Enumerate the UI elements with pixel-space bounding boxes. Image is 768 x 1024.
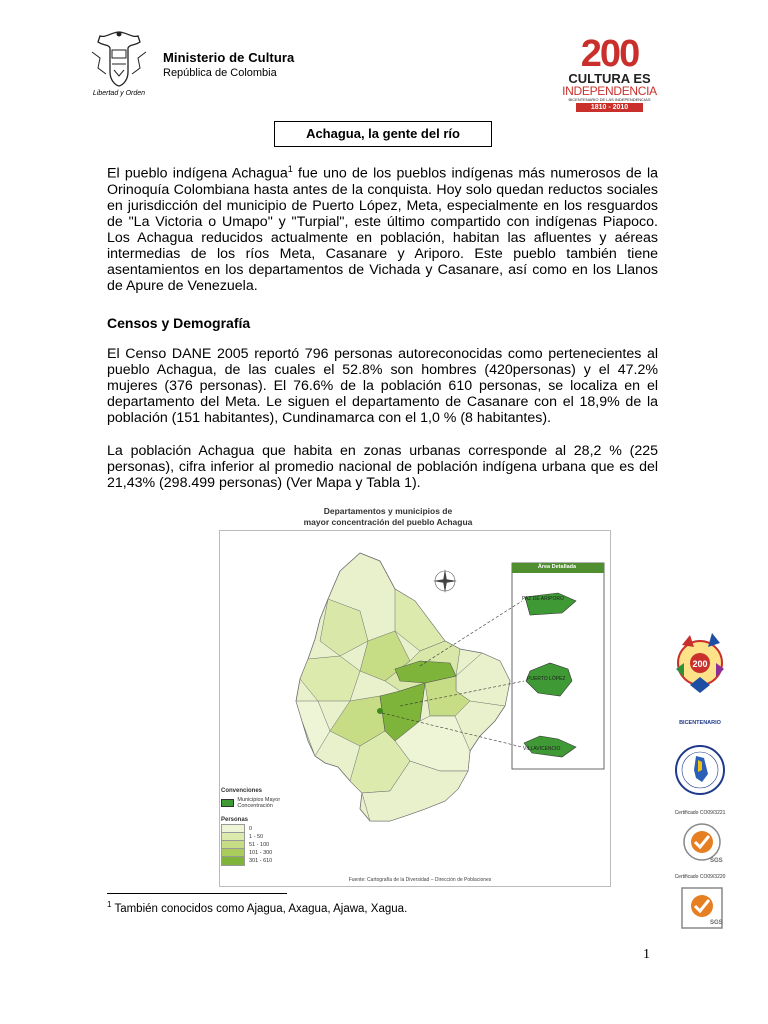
bicentennial-line3: BICENTENARIO DE LAS INDEPENDENCIAS (568, 97, 651, 102)
bicentennial-number: 200 (580, 33, 639, 75)
footnote (107, 900, 407, 915)
map-title (268, 506, 508, 528)
intro-text-part2: fue uno de los pueblos indígenas más numerosos de la Orinoquía Colombiana hasta antes de la conquista. Hoy solo quedan reductos sociales en jurisdicción del municipio de Puerto López, Meta, especialmente en los resguardos de "La Victoria o Umapo" y "Turpial", este último compartido con indígenas Piapoco. Los Achagua reducidos actualmente en población, habitan las afluentes y aéreas intermedias de los ríos Meta, Casanare y Ariporo. Este pueblo también tiene asentamientos en los departamentos de Vichada y Casanare, así como en los Llanos de Apure de Venezuela. (107, 165, 658, 294)
detail-area-header: Área Detallada (537, 564, 577, 570)
persons-ramp (221, 825, 313, 865)
certificate-2: Certificado CO09/3220 (674, 874, 726, 880)
intro-paragraph (107, 161, 658, 294)
sgs-label-1: SGS (710, 858, 723, 864)
bicentenario-label: BICENTENARIO (679, 720, 721, 726)
section-heading: Censos y Demografía (107, 315, 251, 331)
map-title-line2: mayor concentración del pueblo Achagua (303, 517, 473, 527)
sgs-seal-2-icon (680, 886, 724, 934)
ministry-name: Ministerio de Cultura (163, 50, 295, 65)
persons-ramp-label: 301 - 610 (249, 858, 273, 864)
legend-item-label: Municipios Mayor Concentración (237, 797, 281, 809)
detail-label-puerto-lopez: PUERTO LÓPEZ (527, 676, 566, 682)
footnote-text: También conocidos como Ajagua, Axagua, Ajawa, Xagua. (114, 902, 408, 915)
map-legend (221, 788, 313, 865)
footnote-separator (107, 893, 287, 894)
detail-label-paz-de-ariporo: PAZ DE ARIPORO (522, 596, 564, 602)
map-source: Fuente: Cartografía de la Diversidad – Dirección de Poblaciones (348, 877, 492, 883)
legend-swatch (221, 799, 234, 807)
map-title-line1: Departamentos y municipios de (323, 506, 453, 516)
persons-ramp-label: 51 - 100 (249, 842, 270, 848)
persons-title: Personas (221, 817, 249, 823)
persons-ramp-label: 1 - 50 (249, 834, 264, 840)
persons-ramp-swatch (221, 856, 245, 866)
bicentennial-line2: INDEPENDENCIA (562, 84, 657, 98)
ministry-subtitle: República de Colombia (163, 67, 277, 79)
urban-paragraph: La población Achagua que habita en zonas urbanas corresponde al 28,2 % (225 personas), cifra inferior al promedio nacional de población indígena urbana que es del 21,43% (298.499 personas) (Ver Mapa y Tabla 1). (107, 443, 658, 491)
persons-ramp-label: 101 - 300 (249, 850, 273, 856)
bicentennial-logo (562, 33, 657, 122)
colombia-coat-of-arms (88, 28, 150, 90)
page-number: 1 (643, 947, 650, 962)
page-title: Achagua, la gente del río (274, 121, 492, 147)
sgs-label-2: SGS (710, 920, 723, 926)
quality-seal-icon (674, 744, 726, 796)
census-paragraph: El Censo DANE 2005 reportó 796 personas autoreconocidas como pertenecientes al pueblo Achagua, de las cuales el 52.8% son hombres (420personas) y el 47.2% mujeres (376 personas). El 76.6% de la población 610 personas, se localiza en el departamento del Meta. Le siguen el departamento de Casanare con el 18,9% de la población (151 habitantes), Cundinamarca con el 1,0 % (8 habitantes). (107, 346, 658, 426)
legend-title: Convenciones (221, 788, 263, 794)
compass-rose-icon (433, 569, 457, 593)
footnote-number: 1 (107, 900, 112, 909)
svg-text:200: 200 (692, 659, 708, 669)
bicentennial-years: 1810 - 2010 (576, 103, 643, 112)
persons-ramp-row (221, 857, 313, 865)
bicentennial-line1: CULTURA ES (568, 71, 651, 86)
motto-text: Libertad y Orden (92, 90, 146, 97)
footnote-ref[interactable]: 1 (287, 164, 293, 174)
detail-label-villavicencio: VILLAVICENCIO (523, 746, 561, 752)
legend-item (221, 797, 313, 809)
intro-text-part1: El pueblo indígena Achagua (107, 165, 288, 182)
bicentenario-emblem (672, 625, 728, 729)
persons-ramp-label: 0 (249, 826, 253, 832)
certificate-1: Certificado CO09/3221 (674, 810, 726, 816)
